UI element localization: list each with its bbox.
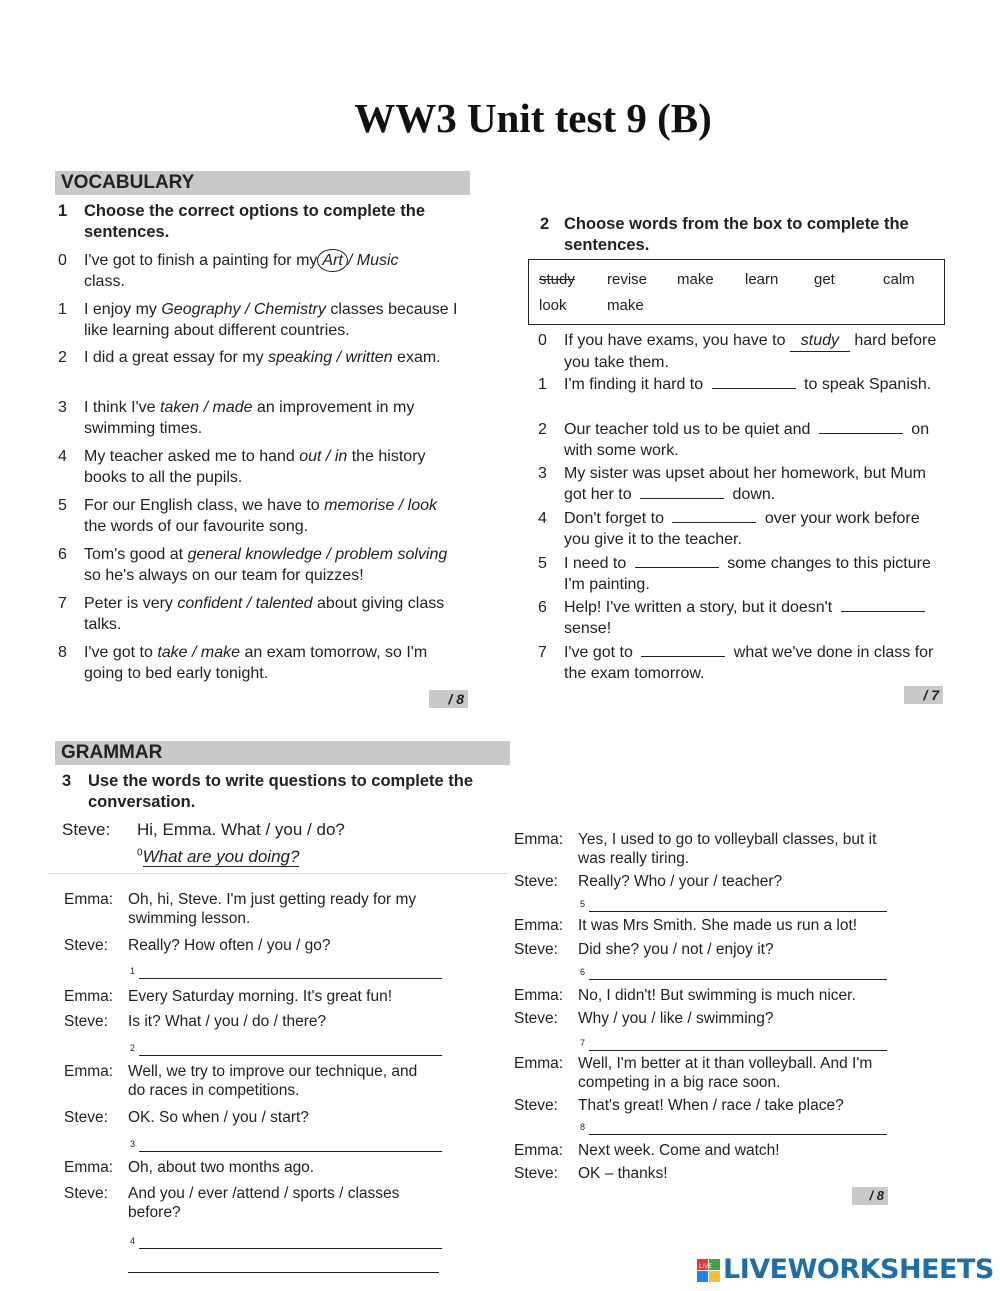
item-text-before: Our teacher told us to be quiet and <box>564 421 811 438</box>
answer-line[interactable] <box>139 1055 442 1056</box>
dialogue-line <box>64 1012 430 1031</box>
item-text-before: I need to <box>564 555 627 572</box>
dialogue-line <box>514 872 890 891</box>
item-number: 5 <box>58 497 67 514</box>
answer-blank[interactable] <box>672 508 756 523</box>
word-box-item: get <box>814 271 835 288</box>
dialogue-text: Every Saturday morning. It's great fun! <box>128 988 392 1005</box>
answer-blank[interactable] <box>641 642 725 657</box>
dialogue-line <box>64 936 430 955</box>
answer-blank[interactable] <box>635 553 719 568</box>
speaker-label: Emma: <box>514 1055 564 1072</box>
task1-instruction <box>58 201 458 243</box>
item-text <box>84 347 463 368</box>
option-separator: / <box>347 252 353 269</box>
task3-score: / 8 <box>852 1187 888 1205</box>
speaker-label: Steve: <box>64 937 108 954</box>
task1-number: 1 <box>58 202 68 220</box>
task1-item <box>58 446 463 488</box>
task1-text: Choose the correct options to complete the sentences. <box>84 202 426 241</box>
item-number: 8 <box>58 644 67 661</box>
speaker-label: Steve: <box>64 1109 108 1126</box>
dialogue-line <box>514 986 890 1005</box>
answer-number: 7 <box>580 1038 586 1048</box>
word-box-item: look <box>539 297 567 314</box>
task2-item <box>538 553 948 595</box>
answer-line[interactable] <box>589 911 887 912</box>
dialogue-line <box>64 1184 430 1222</box>
task2-number: 2 <box>540 215 550 233</box>
item-options[interactable]: Geography / Chemistry <box>161 301 326 318</box>
item-number: 6 <box>538 599 547 616</box>
word-box-item: make <box>607 297 644 314</box>
dialogue-line <box>64 1062 430 1100</box>
answer-blank[interactable] <box>841 597 925 612</box>
task1-item <box>58 347 463 368</box>
speaker-label: Steve: <box>64 1185 108 1202</box>
word-box-item: make <box>677 271 714 288</box>
answer-number: 0 <box>137 847 143 859</box>
answer-blank[interactable] <box>819 419 903 434</box>
answer-number: 2 <box>130 1043 136 1053</box>
item-options[interactable]: taken / made <box>159 399 253 416</box>
answer-line[interactable] <box>139 1151 442 1152</box>
answer-line[interactable] <box>589 1050 887 1051</box>
task3-instruction <box>62 771 512 813</box>
item-text <box>564 419 948 461</box>
speaker-label: Steve: <box>64 1013 108 1030</box>
item-text <box>564 597 948 639</box>
dialogue-line <box>64 987 430 1006</box>
answer-line[interactable] <box>139 1248 442 1249</box>
item-text-before: My teacher asked me to hand <box>84 448 300 465</box>
task3-text: Use the words to write questions to complete the conversation. <box>88 772 474 811</box>
circled-option: Art <box>317 249 347 272</box>
dialogue-line <box>514 830 890 868</box>
word-box-item: calm <box>883 271 915 288</box>
dialogue-text: Hi, Emma. What / you / do? <box>137 820 345 839</box>
task1-item <box>58 495 463 537</box>
task1-item <box>58 593 463 635</box>
speaker-label: Steve: <box>62 820 111 839</box>
answer-line[interactable] <box>589 1134 887 1135</box>
speaker-label: Emma: <box>64 1159 114 1176</box>
task1-example-number: 0 <box>58 252 67 269</box>
dialogue-text: Next week. Come and watch! <box>578 1142 780 1159</box>
liveworksheets-logo <box>697 1256 997 1286</box>
item-text-after: an exam tomorrow, so I'm going to bed early tonight. <box>84 644 428 682</box>
page-title: WW3 Unit test 9 (B) <box>354 95 712 141</box>
dialogue-line <box>514 1141 890 1160</box>
speaker-label: Emma: <box>514 831 564 848</box>
dialogue-text: Well, we try to improve our technique, and do races in competitions. <box>128 1063 418 1099</box>
dialogue-text: Did she? you / not / enjoy it? <box>578 941 774 958</box>
task3-number: 3 <box>62 772 72 790</box>
item-text-after: so he's always on our team for quizzes! <box>84 567 364 584</box>
item-text <box>564 508 948 550</box>
speaker-label: Steve: <box>514 1097 558 1114</box>
answer-blank[interactable] <box>712 374 796 389</box>
item-text <box>564 642 948 684</box>
speaker-label: Emma: <box>64 988 114 1005</box>
task1-example-after: class. <box>84 273 125 290</box>
speaker-label: Steve: <box>514 1165 558 1182</box>
word-box-item: revise <box>607 271 648 288</box>
item-text <box>84 495 463 537</box>
dialogue-text: That's great! When / race / take place? <box>578 1097 844 1114</box>
speaker-label: Steve: <box>514 873 558 890</box>
item-text-before: I did a great essay for my <box>84 349 269 366</box>
dialogue-line <box>514 916 890 935</box>
task2-example-answer: study <box>790 330 850 352</box>
item-number: 1 <box>538 376 547 393</box>
task2-item <box>538 597 948 639</box>
item-number: 7 <box>58 595 67 612</box>
dialogue-text: Yes, I used to go to volleyball classes, but it was really tiring. <box>578 831 877 867</box>
item-text <box>84 642 463 684</box>
dialogue-line <box>514 940 890 959</box>
item-text-after: on with some work. <box>564 421 930 459</box>
logo-text: LIVEWORKSHEETS <box>723 1254 994 1285</box>
item-number: 3 <box>58 399 67 416</box>
dialogue-text: Really? Who / your / teacher? <box>578 873 783 890</box>
speaker-label: Emma: <box>64 1063 114 1080</box>
item-text-after: over your work before you give it to the teacher. <box>564 510 920 548</box>
task2-score: / 7 <box>904 686 943 704</box>
dialogue-line <box>514 1054 890 1092</box>
task2-example <box>538 330 943 373</box>
item-number: 1 <box>58 301 67 318</box>
answer-blank[interactable] <box>640 484 724 499</box>
item-text-before: Tom's good at <box>84 546 188 563</box>
word-box-item: study <box>539 271 575 288</box>
task1-item <box>58 544 463 586</box>
dialogue-text: Oh, about two months ago. <box>128 1159 315 1176</box>
item-text-after: sense! <box>564 620 612 637</box>
speaker-label: Emma: <box>64 891 114 908</box>
task2-example-after: hard before you take them. <box>564 332 937 371</box>
task2-instruction <box>540 214 940 256</box>
item-text <box>564 553 948 595</box>
dialogue-text: No, I didn't! But swimming is much nicer. <box>578 987 856 1004</box>
item-text-after: the words of our favourite song. <box>84 518 309 535</box>
dialogue-text: OK – thanks! <box>578 1165 668 1182</box>
dialogue-line <box>514 1096 890 1115</box>
speaker-label: Steve: <box>514 941 558 958</box>
task2-item <box>538 374 948 395</box>
item-text-after: what we've done in class for the exam tomorrow. <box>564 644 934 682</box>
item-options[interactable]: confident / talented <box>177 595 313 612</box>
task2-item <box>538 463 948 505</box>
item-number: 4 <box>58 448 67 465</box>
item-options[interactable]: out / in <box>299 448 348 465</box>
dialogue-text: Oh, hi, Steve. I'm just getting ready for my swimming lesson. <box>128 891 417 927</box>
item-number: 4 <box>538 510 547 527</box>
task1-example-alt: Music <box>356 252 399 269</box>
dialogue-line <box>64 1158 430 1177</box>
item-number: 7 <box>538 644 547 661</box>
task1-score: / 8 <box>429 690 468 708</box>
logo-badge-text: LIVE <box>699 1263 713 1270</box>
example-answer: What are you doing? <box>142 847 300 866</box>
item-number: 3 <box>538 465 547 482</box>
dialogue-line <box>514 1164 890 1183</box>
dialogue-text: Is it? What / you / do / there? <box>128 1013 327 1030</box>
item-text-before: I've got to <box>564 644 633 661</box>
dialogue-text: It was Mrs Smith. She made us run a lot! <box>578 917 858 934</box>
dialogue-line <box>64 1108 430 1127</box>
answer-number: 8 <box>580 1122 586 1132</box>
dialogue-line <box>64 890 430 928</box>
word-box <box>528 259 945 325</box>
dialogue-text: OK. So when / you / start? <box>128 1109 309 1126</box>
item-number: 6 <box>58 546 67 563</box>
item-text-after: to speak Spanish. <box>804 376 932 393</box>
item-text-after: an improvement in my swimming times. <box>84 399 415 437</box>
item-text-before: I'm finding it hard to <box>564 376 704 393</box>
word-box-item: learn <box>745 271 779 288</box>
item-text <box>84 397 463 439</box>
answer-line[interactable] <box>139 978 442 979</box>
task1-item <box>58 299 463 341</box>
item-number: 2 <box>538 421 547 438</box>
dialogue-text: Well, I'm better at it than volleyball. And I'm competing in a big race soon. <box>578 1055 873 1091</box>
item-options[interactable]: general knowledge / problem solving <box>187 546 448 563</box>
item-text-after: the history books to all the pupils. <box>84 448 426 486</box>
answer-line[interactable] <box>589 979 887 980</box>
item-number: 5 <box>538 555 547 572</box>
item-options[interactable]: speaking / written <box>268 349 393 366</box>
item-text-before: I've got to <box>84 644 158 661</box>
dialogue-text: Why / you / like / swimming? <box>578 1010 774 1027</box>
item-text <box>84 299 463 341</box>
item-number: 2 <box>58 349 67 366</box>
item-text-after: down. <box>732 486 776 503</box>
answer-number: 3 <box>130 1139 136 1149</box>
item-text-before: I enjoy my <box>84 301 162 318</box>
dialogue-text: And you / ever /attend / sports / classes before? <box>128 1185 400 1221</box>
item-text-before: My sister was upset about her homework, but Mum got her to <box>564 465 926 503</box>
speaker-label: Steve: <box>514 1010 558 1027</box>
task1-example <box>58 250 458 292</box>
answer-number: 6 <box>580 967 586 977</box>
speaker-label: Emma: <box>514 987 564 1004</box>
item-text-before: Peter is very <box>84 595 178 612</box>
item-text-before: Help! I've written a story, but it doesn't <box>564 599 833 616</box>
task2-item <box>538 508 948 550</box>
item-text-before: I think I've <box>84 399 160 416</box>
dialogue-line <box>514 1009 890 1028</box>
item-text-after: about giving class talks. <box>84 595 445 633</box>
task1-item <box>58 642 463 684</box>
item-options[interactable]: take / make <box>157 644 241 661</box>
item-text-after: exam. <box>392 349 441 366</box>
task2-example-before: If you have exams, you have to <box>564 332 786 349</box>
task1-example-before: I've got to finish a painting for my <box>84 252 318 269</box>
item-text <box>84 446 463 488</box>
grammar-heading: GRAMMAR <box>55 741 510 765</box>
dialogue-text: Really? How often / you / go? <box>128 937 331 954</box>
divider <box>48 873 508 874</box>
speaker-label: Emma: <box>514 917 564 934</box>
logo-badge-icon <box>697 1259 721 1283</box>
answer-number: 1 <box>130 966 136 976</box>
item-options[interactable]: memorise / look <box>324 497 438 514</box>
answer-line[interactable] <box>128 1272 439 1273</box>
answer-number: 5 <box>580 899 586 909</box>
vocabulary-heading: VOCABULARY <box>55 171 470 195</box>
item-text-after: classes because I like learning about different countries. <box>84 301 458 339</box>
task1-item <box>58 397 463 439</box>
task2-example-number: 0 <box>538 332 547 349</box>
item-text <box>564 463 948 505</box>
speaker-label: Emma: <box>514 1142 564 1159</box>
item-text-before: For our English class, we have to <box>84 497 325 514</box>
item-text <box>84 593 463 635</box>
task2-item <box>538 419 948 461</box>
item-text-after: some changes to this picture I'm painting. <box>564 555 931 593</box>
answer-number: 4 <box>130 1236 136 1246</box>
item-text-before: Don't forget to <box>564 510 664 527</box>
task2-item <box>538 642 948 684</box>
item-text <box>564 374 948 395</box>
item-text <box>84 544 463 586</box>
task2-text: Choose words from the box to complete the sentences. <box>564 215 909 254</box>
